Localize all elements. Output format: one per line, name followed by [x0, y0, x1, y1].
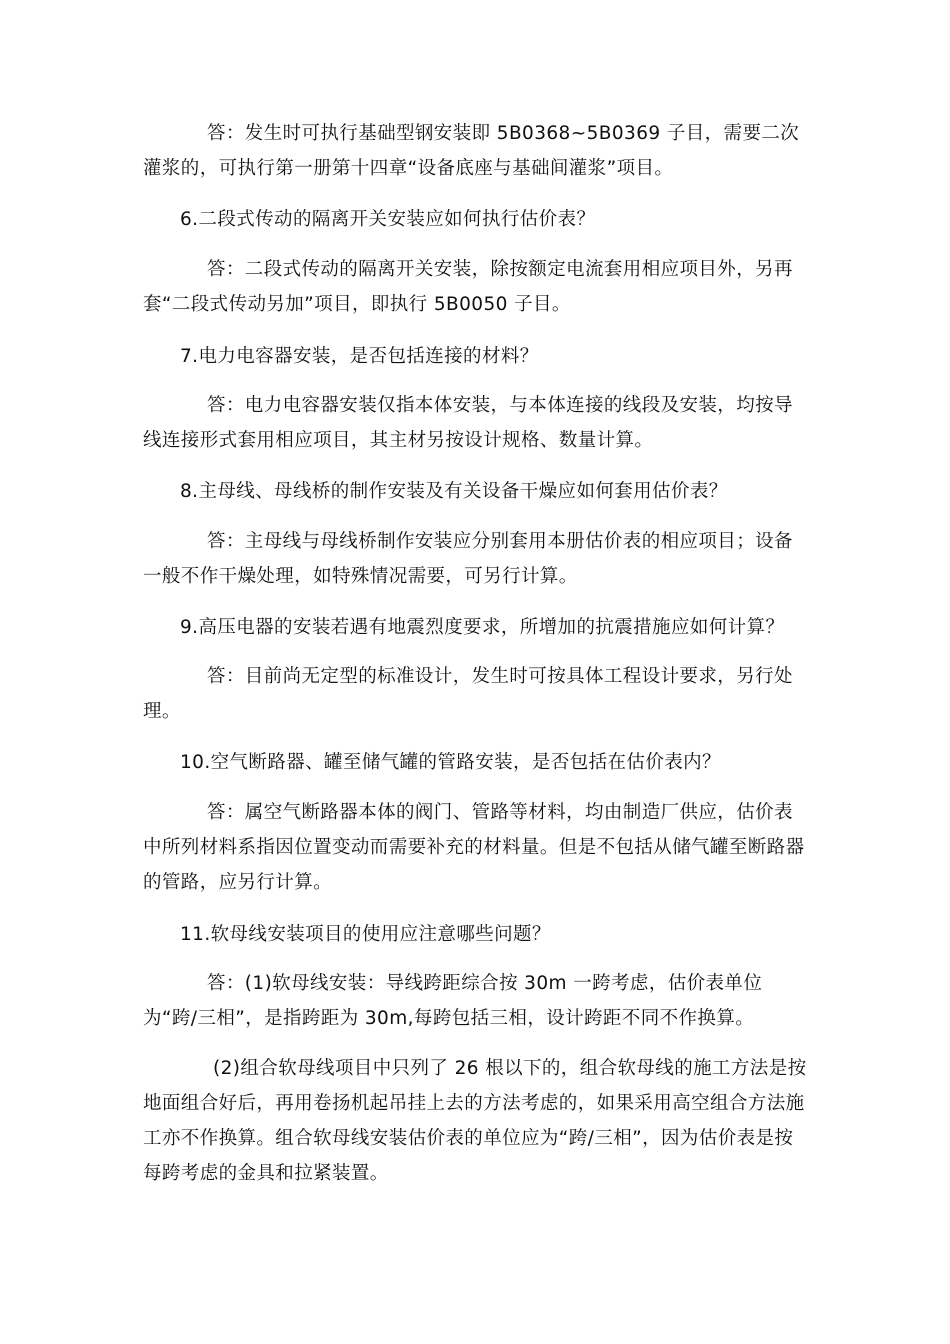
- question-paragraph: 9.高压电器的安装若遇有地震烈度要求，所增加的抗震措施应如何计算？: [180, 617, 785, 638]
- question-paragraph: 6.二段式传动的隔离开关安装应如何执行估价表？: [180, 209, 596, 230]
- answer-paragraph: 答：二段式传动的隔离开关安装，除按额定电流套用相应项目外，另再套“二段式传动另加”项目，即执行 5B0050 子目。: [143, 259, 793, 315]
- question-paragraph: 7.电力电容器安装，是否包括连接的材料？: [180, 346, 539, 367]
- answer-paragraph: 答：发生时可执行基础型钢安装即 5B0368~5B0369 子目，需要二次灌浆的，可执行第一册第十四章“设备底座与基础间灌浆”项目。: [143, 123, 800, 179]
- question-paragraph: 10.空气断路器、罐至储气罐的管路安装，是否包括在估价表内？: [180, 752, 721, 773]
- answer-paragraph: 答：(1)软母线安装：导线跨距综合按 30m 一跨考虑，估价表单位为“跨/三相”，是指跨距为 30m,每跨包括三相，设计跨距不同不作换算。: [143, 973, 763, 1029]
- answer-paragraph: (2)组合软母线项目中只列了 26 根以下的，组合软母线的施工方法是按地面组合好后，再用卷扬机起吊挂上去的方法考虑的，如果采用高空组合方法施工亦不作换算。组合软母线安装估价表的单位应为“跨/三相”，因为估价表是按每跨考虑的金具和拉紧装置。: [143, 1058, 807, 1184]
- answer-paragraph: 答：电力电容器安装仅指本体安装，与本体连接的线段及安装，均按导线连接形式套用相应项目，其主材另按设计规格、数量计算。: [143, 395, 793, 451]
- answer-paragraph: 答：属空气断路器本体的阀门、管路等材料，均由制造厂供应，估价表中所列材料系指因位置变动而需要补充的材料量。但是不包括从储气罐至断路器的管路，应另行计算。: [143, 802, 805, 893]
- question-paragraph: 11.软母线安装项目的使用应注意哪些问题？: [180, 924, 551, 945]
- question-paragraph: 8.主母线、母线桥的制作安装及有关设备干燥应如何套用估价表？: [180, 481, 728, 502]
- answer-paragraph: 答：目前尚无定型的标准设计，发生时可按具体工程设计要求，另行处理。: [143, 666, 793, 722]
- answer-paragraph: 答：主母线与母线桥制作安装应分别套用本册估价表的相应项目；设备一般不作干燥处理，如特殊情况需要，可另行计算。: [143, 531, 793, 587]
